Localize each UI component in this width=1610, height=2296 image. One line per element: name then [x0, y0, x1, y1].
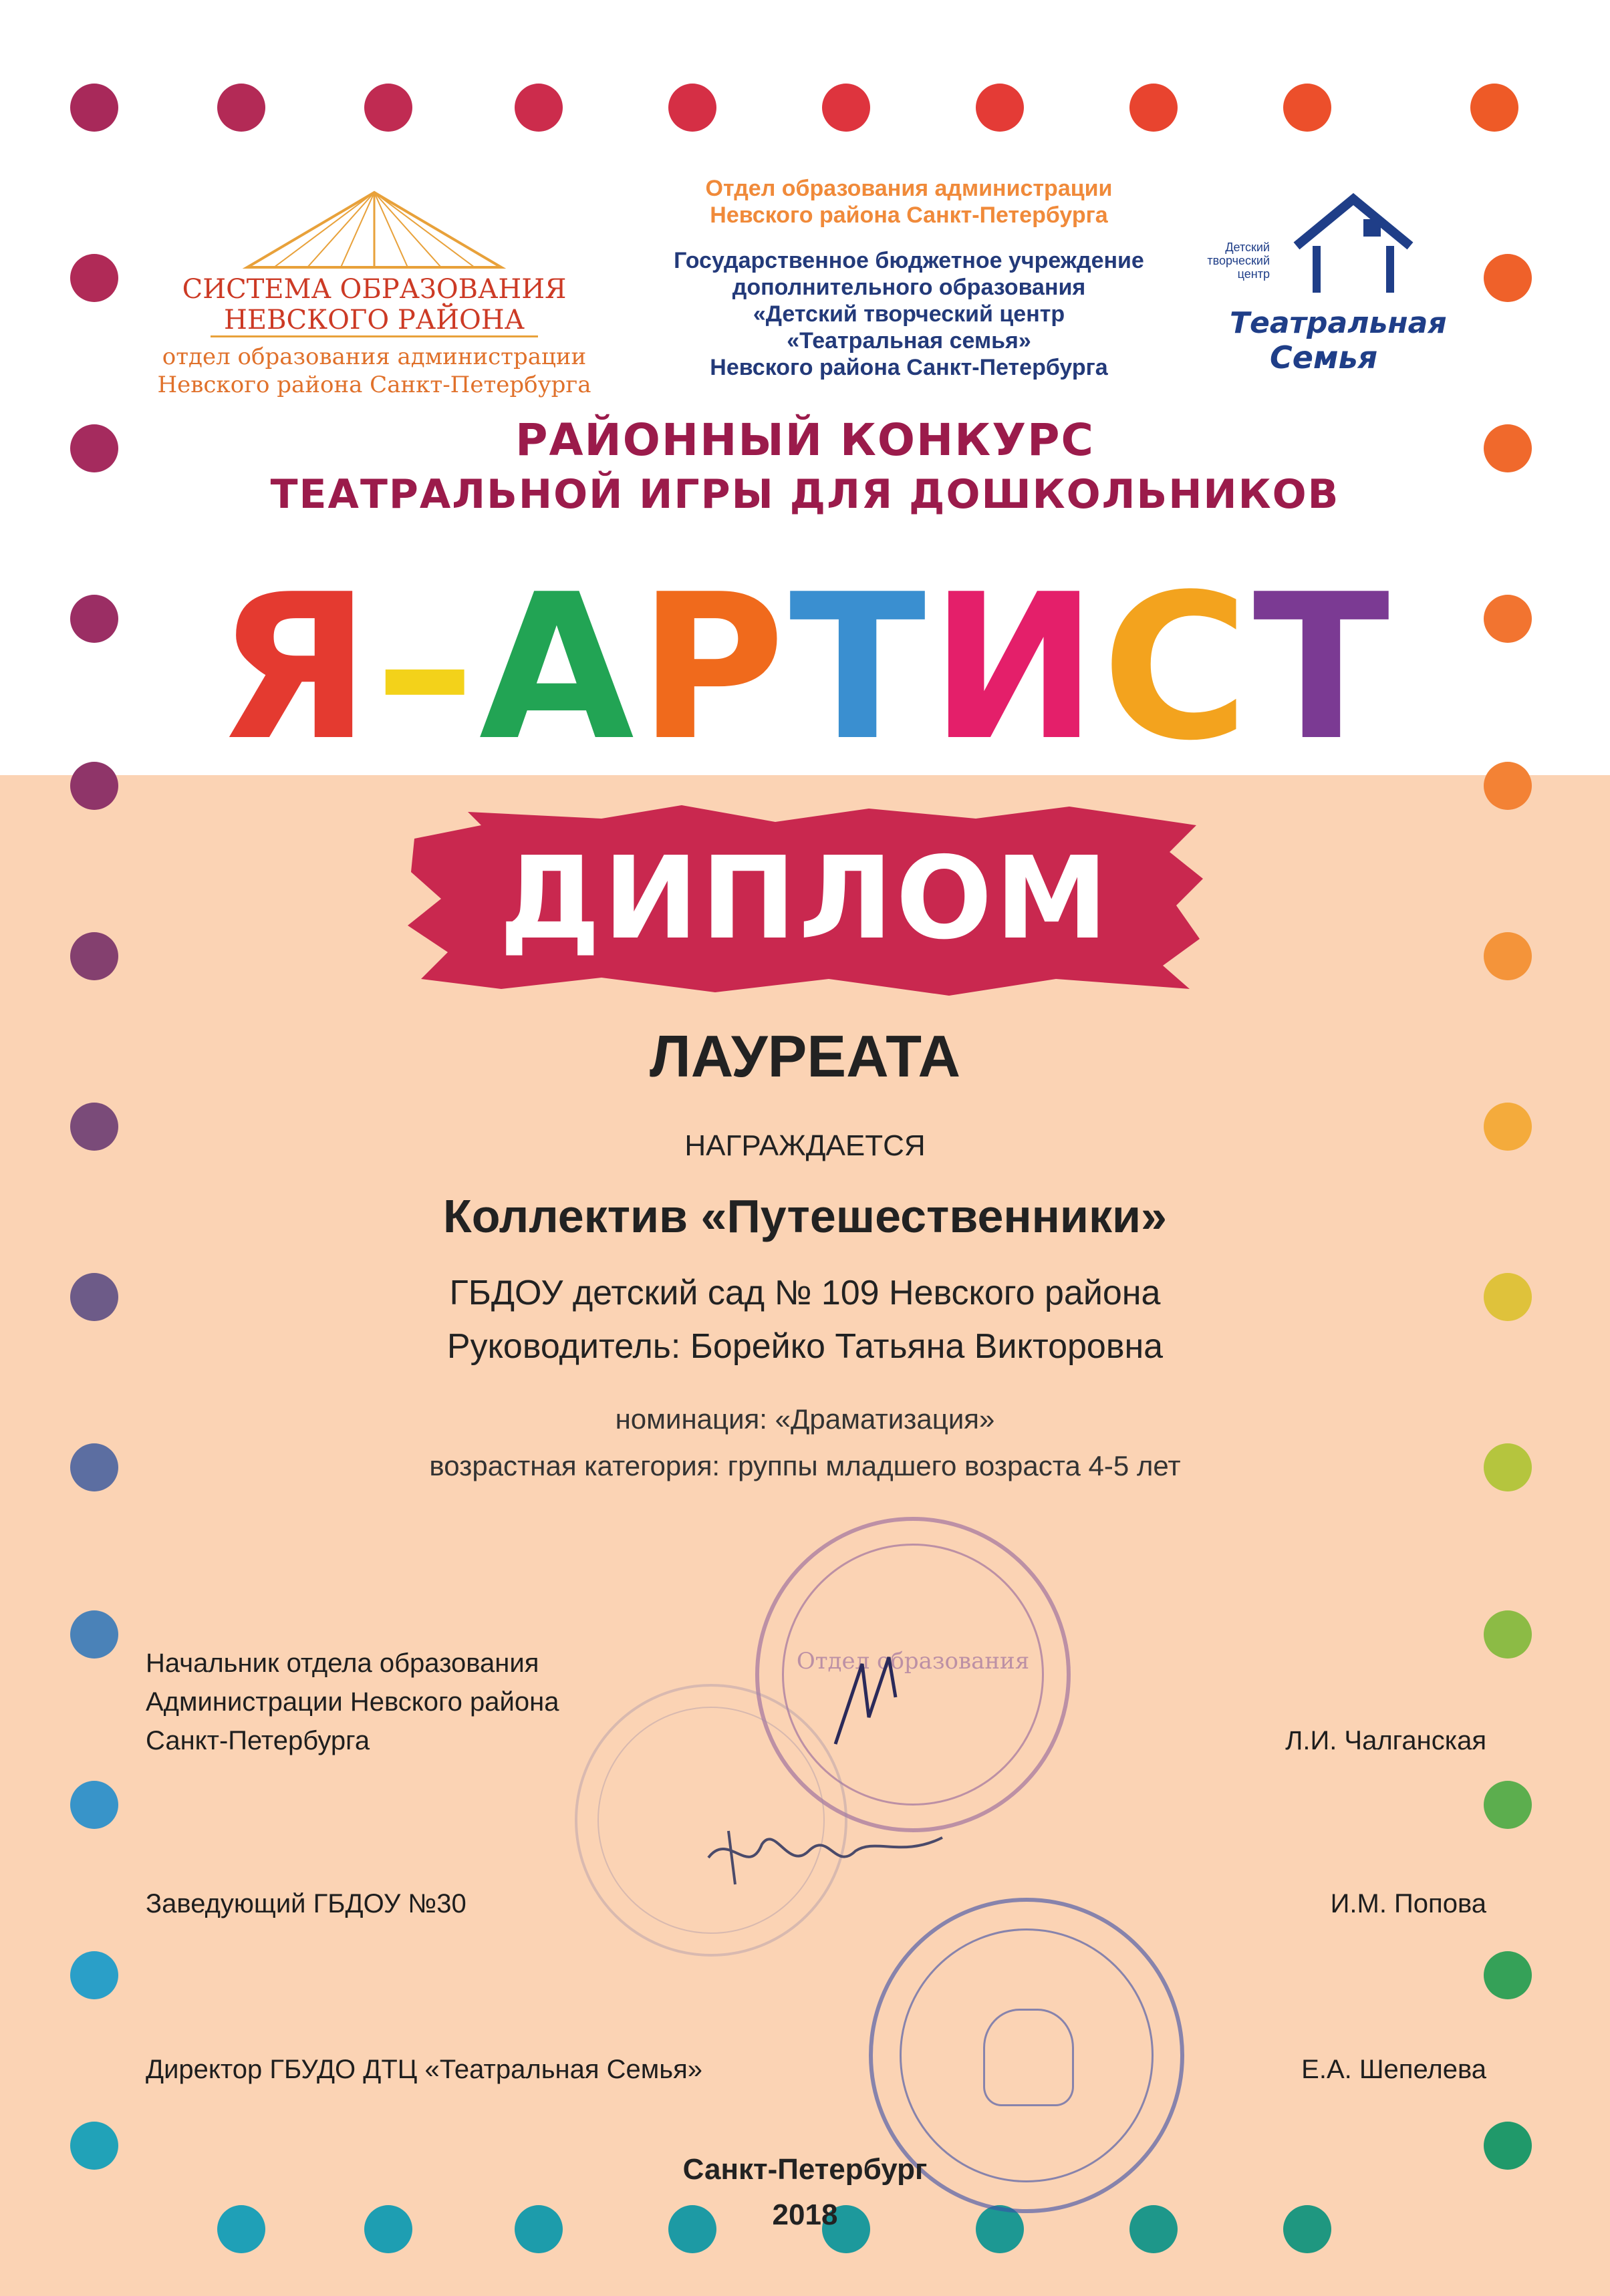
signature-popova — [702, 1818, 956, 1898]
house-icon — [1290, 192, 1417, 299]
decor-dot — [70, 1951, 118, 1999]
signatory-2-role: Заведующий ГБДОУ №30 — [146, 1889, 466, 1918]
left-org-line2: НЕВСКОГО РАЙОНА — [211, 305, 538, 337]
decor-dot — [70, 254, 118, 302]
stamp-inner-text: Отдел образования — [796, 1648, 1030, 1675]
decor-dot — [1283, 84, 1331, 132]
institution-line: ГБДОУ детский сад № 109 Невского района — [449, 1274, 1161, 1312]
signatory-3-role: Директор ГБУДО ДТЦ «Театральная Семья» — [146, 2055, 703, 2084]
contest-title-line1: РАЙОННЫЙ КОНКУРС — [515, 414, 1095, 466]
decor-dot — [515, 84, 563, 132]
signature-chalganskaya — [822, 1644, 916, 1764]
logo-name-line1: Театральная — [1230, 306, 1447, 340]
title-letter: Т — [1252, 551, 1394, 784]
decor-dot — [1484, 1781, 1532, 1829]
organizer-line5: «Детский творческий центр — [753, 301, 1065, 327]
collective-name: Коллектив «Путешественники» — [443, 1190, 1167, 1242]
title-letter: А — [479, 551, 638, 784]
title-letter: Т — [789, 551, 930, 784]
leader-line: Руководитель: Борейко Татьяна Викторовна — [446, 1327, 1164, 1366]
contest-name — [0, 551, 1610, 784]
organizer-line3: Государственное бюджетное учреждение — [674, 248, 1144, 273]
title-letter: – — [374, 551, 479, 784]
organizer-line2: Невского района Санкт-Петербурга — [710, 202, 1108, 228]
logo-small-text: Детский творческий центр — [1207, 241, 1270, 281]
decor-dot — [1484, 1610, 1532, 1659]
logo-name-line2: Семья — [1270, 339, 1378, 376]
signatory-1-role: Начальник отдела образования Администрации Невского района Санкт-Петербурга — [146, 1648, 559, 1755]
title-letter: И — [930, 551, 1102, 784]
decor-dot — [976, 84, 1024, 132]
age-category-line: возрастная категория: группы младшего возраста 4-5 лет — [429, 1450, 1181, 1481]
signatory-3-name: Е.А. Шепелева — [1301, 2055, 1486, 2084]
building-roof-icon — [234, 187, 515, 274]
organizer-line6: «Театральная семья» — [787, 328, 1031, 353]
decor-dot — [70, 1610, 118, 1659]
title-letter: Я — [216, 551, 375, 784]
city: Санкт-Петербург — [682, 2153, 928, 2186]
organizer-line7: Невского района Санкт-Петербурга — [710, 355, 1108, 380]
awarded-label: НАГРАЖДАЕТСЯ — [684, 1129, 926, 1162]
organizer-line1: Отдел образования администрации — [705, 176, 1113, 201]
decor-dot — [822, 84, 870, 132]
decor-dot — [364, 84, 412, 132]
organizer-line4: дополнительного образования — [732, 275, 1086, 300]
laureate-title: ЛАУРЕАТА — [649, 1023, 960, 1089]
left-org-line3: отдел образования администрации — [162, 343, 587, 370]
left-org-line4: Невского района Санкт-Петербурга — [157, 372, 591, 398]
nomination-line: номинация: «Драматизация» — [615, 1403, 995, 1435]
district-education-logo — [154, 187, 595, 399]
decor-dot — [70, 1781, 118, 1829]
decor-dot — [1484, 1951, 1532, 1999]
decor-dot — [1470, 84, 1518, 132]
title-letter: Р — [638, 551, 789, 784]
decor-dot — [1129, 84, 1178, 132]
signatory-1-name: Л.И. Чалганская — [1285, 1726, 1486, 1755]
decor-dot — [70, 84, 118, 132]
year: 2018 — [772, 2198, 838, 2231]
diploma-word: ДИПЛОМ — [499, 833, 1111, 965]
contest-title-line2: ТЕАТРАЛЬНОЙ ИГРЫ ДЛЯ ДОШКОЛЬНИКОВ — [270, 471, 1340, 518]
decor-dot — [217, 84, 265, 132]
left-org-line1: СИСТЕМА ОБРАЗОВАНИЯ — [182, 274, 567, 305]
theatre-family-logo — [1190, 192, 1497, 406]
decor-dot — [668, 84, 716, 132]
title-letter: С — [1101, 551, 1253, 784]
signatory-2-name: И.М. Попова — [1330, 1889, 1486, 1918]
organizers-block — [575, 175, 1243, 381]
